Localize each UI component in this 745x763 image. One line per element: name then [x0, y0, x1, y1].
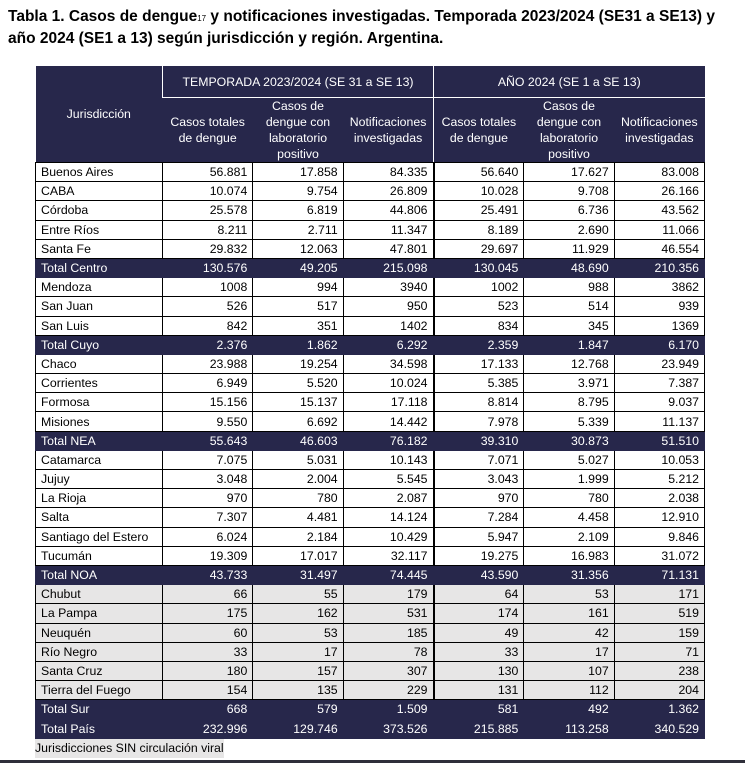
cell-value: 26.809	[343, 182, 433, 201]
cell-value: 5.947	[434, 527, 524, 546]
cell-value: 32.117	[343, 546, 433, 565]
cell-jurisdiction: Córdoba	[36, 201, 163, 220]
cell-value: 11.929	[524, 239, 614, 258]
cell-value: 17.118	[343, 393, 433, 412]
cell-value: 14.124	[343, 508, 433, 527]
cell-value: 84.335	[343, 163, 433, 182]
cell-value: 8.189	[434, 220, 524, 239]
header-col: Casos totales de dengue	[163, 98, 253, 163]
cell-value: 12.063	[253, 239, 343, 258]
cell-value: 17	[253, 642, 343, 661]
table-body	[36, 163, 705, 739]
cell-value: 55	[253, 585, 343, 604]
cell-value: 7.284	[434, 508, 524, 527]
cell-jurisdiction: Total Cuyo	[36, 335, 163, 354]
cell-value: 56.881	[163, 163, 253, 182]
cell-value: 157	[253, 661, 343, 680]
cell-value: 2.038	[614, 489, 704, 508]
cell-value: 47.801	[343, 239, 433, 258]
cell-value: 25.578	[163, 201, 253, 220]
cell-value: 14.442	[343, 412, 433, 431]
cell-jurisdiction: Buenos Aires	[36, 163, 163, 182]
cell-value: 17.133	[434, 354, 524, 373]
header-jurisdiction: Jurisdicción	[36, 66, 163, 163]
table-row	[36, 354, 705, 373]
cell-value: 2.376	[163, 335, 253, 354]
cell-value: 2.004	[253, 470, 343, 489]
cell-value: 175	[163, 604, 253, 623]
cell-value: 4.458	[524, 508, 614, 527]
table-row	[36, 278, 705, 297]
cell-value: 53	[524, 585, 614, 604]
cell-value: 6.819	[253, 201, 343, 220]
cell-value: 6.024	[163, 527, 253, 546]
cell-value: 154	[163, 681, 253, 700]
cell-value: 531	[343, 604, 433, 623]
cell-value: 135	[253, 681, 343, 700]
table-row-total	[36, 700, 705, 719]
table-row-total	[36, 565, 705, 584]
cell-value: 10.024	[343, 374, 433, 393]
cell-value: 519	[614, 604, 704, 623]
cell-value: 49.205	[253, 258, 343, 277]
cell-value: 171	[614, 585, 704, 604]
cell-jurisdiction: San Juan	[36, 297, 163, 316]
cell-value: 5.339	[524, 412, 614, 431]
cell-value: 5.545	[343, 470, 433, 489]
cell-value: 71.131	[614, 565, 704, 584]
cell-value: 53	[253, 623, 343, 642]
cell-value: 1.362	[614, 700, 704, 719]
cell-jurisdiction: Neuquén	[36, 623, 163, 642]
cell-value: 514	[524, 297, 614, 316]
table-row	[36, 642, 705, 661]
cell-value: 185	[343, 623, 433, 642]
cell-value: 23.988	[163, 354, 253, 373]
table-row	[36, 201, 705, 220]
cell-value: 29.697	[434, 239, 524, 258]
cell-value: 6.692	[253, 412, 343, 431]
cell-jurisdiction: La Rioja	[36, 489, 163, 508]
cell-value: 5.385	[434, 374, 524, 393]
cell-value: 9.037	[614, 393, 704, 412]
cell-value: 49	[434, 623, 524, 642]
cell-value: 43.733	[163, 565, 253, 584]
cell-value: 780	[524, 489, 614, 508]
cell-value: 204	[614, 681, 704, 700]
table-row	[36, 470, 705, 489]
cell-value: 7.978	[434, 412, 524, 431]
cell-value: 19.309	[163, 546, 253, 565]
header-group-anio: AÑO 2024 (SE 1 a SE 13)	[434, 66, 705, 98]
cell-jurisdiction: Total NEA	[36, 431, 163, 450]
cell-value: 9.550	[163, 412, 253, 431]
cell-value: 48.690	[524, 258, 614, 277]
cell-value: 159	[614, 623, 704, 642]
cell-value: 43.590	[434, 565, 524, 584]
cell-value: 842	[163, 316, 253, 335]
cell-value: 26.166	[614, 182, 704, 201]
cell-value: 15.137	[253, 393, 343, 412]
cell-value: 107	[524, 661, 614, 680]
cell-value: 8.211	[163, 220, 253, 239]
cell-value: 129.746	[253, 719, 343, 738]
cell-value: 6.170	[614, 335, 704, 354]
table-row	[36, 661, 705, 680]
cell-jurisdiction: Chaco	[36, 354, 163, 373]
cell-jurisdiction: CABA	[36, 182, 163, 201]
cell-value: 5.212	[614, 470, 704, 489]
cell-value: 994	[253, 278, 343, 297]
cell-jurisdiction: Entre Ríos	[36, 220, 163, 239]
cell-value: 161	[524, 604, 614, 623]
cell-value: 12.768	[524, 354, 614, 373]
cell-value: 17.017	[253, 546, 343, 565]
table-row	[36, 220, 705, 239]
cell-value: 1002	[434, 278, 524, 297]
cell-value: 10.028	[434, 182, 524, 201]
cell-value: 71	[614, 642, 704, 661]
header-col: Casos de dengue con laboratorio positivo	[253, 98, 343, 163]
cell-value: 215.885	[434, 719, 524, 738]
cell-value: 17.627	[524, 163, 614, 182]
cell-jurisdiction: Total País	[36, 719, 163, 738]
cell-value: 78	[343, 642, 433, 661]
cell-value: 16.983	[524, 546, 614, 565]
cell-value: 66	[163, 585, 253, 604]
cell-value: 17	[524, 642, 614, 661]
cell-jurisdiction: Total Sur	[36, 700, 163, 719]
table-row	[36, 546, 705, 565]
cell-value: 950	[343, 297, 433, 316]
cell-value: 517	[253, 297, 343, 316]
header-col: Casos de dengue con laboratorio positivo	[524, 98, 614, 163]
cell-value: 56.640	[434, 163, 524, 182]
cell-value: 1008	[163, 278, 253, 297]
cell-jurisdiction: Chubut	[36, 585, 163, 604]
cell-value: 17.858	[253, 163, 343, 182]
table-row	[36, 681, 705, 700]
cell-value: 2.690	[524, 220, 614, 239]
table-row-total	[36, 431, 705, 450]
cell-value: 180	[163, 661, 253, 680]
cell-value: 29.832	[163, 239, 253, 258]
table-row-total	[36, 258, 705, 277]
cell-value: 373.526	[343, 719, 433, 738]
cell-value: 8.795	[524, 393, 614, 412]
cell-value: 83.008	[614, 163, 704, 182]
table-row-total	[36, 719, 705, 738]
cell-value: 229	[343, 681, 433, 700]
cell-value: 112	[524, 681, 614, 700]
cell-value: 43.562	[614, 201, 704, 220]
table-row	[36, 508, 705, 527]
cell-value: 3.043	[434, 470, 524, 489]
cell-value: 12.910	[614, 508, 704, 527]
cell-value: 6.949	[163, 374, 253, 393]
cell-value: 44.806	[343, 201, 433, 220]
cell-value: 11.137	[614, 412, 704, 431]
cell-jurisdiction: Formosa	[36, 393, 163, 412]
cell-value: 60	[163, 623, 253, 642]
cell-value: 3862	[614, 278, 704, 297]
cell-value: 74.445	[343, 565, 433, 584]
table-row	[36, 489, 705, 508]
cell-jurisdiction: Jujuy	[36, 470, 163, 489]
cell-jurisdiction: Tucumán	[36, 546, 163, 565]
table-row	[36, 393, 705, 412]
cell-value: 51.510	[614, 431, 704, 450]
cell-value: 33	[434, 642, 524, 661]
table-row	[36, 623, 705, 642]
cell-value: 130.045	[434, 258, 524, 277]
cell-jurisdiction: Corrientes	[36, 374, 163, 393]
table-row	[36, 604, 705, 623]
cell-value: 6.292	[343, 335, 433, 354]
cell-value: 31.072	[614, 546, 704, 565]
cell-value: 46.554	[614, 239, 704, 258]
cell-value: 179	[343, 585, 433, 604]
cell-value: 10.143	[343, 450, 433, 469]
cell-value: 6.736	[524, 201, 614, 220]
cell-value: 3.048	[163, 470, 253, 489]
cell-value: 10.074	[163, 182, 253, 201]
cell-value: 2.711	[253, 220, 343, 239]
cell-value: 9.708	[524, 182, 614, 201]
cell-value: 39.310	[434, 431, 524, 450]
cell-value: 340.529	[614, 719, 704, 738]
table-row	[36, 527, 705, 546]
cell-value: 7.307	[163, 508, 253, 527]
cell-value: 31.497	[253, 565, 343, 584]
cell-value: 5.027	[524, 450, 614, 469]
cell-value: 130	[434, 661, 524, 680]
cell-jurisdiction: Santa Cruz	[36, 661, 163, 680]
cell-value: 42	[524, 623, 614, 642]
header-col: Notificaciones investigadas	[614, 98, 704, 163]
cell-value: 780	[253, 489, 343, 508]
cell-value: 3940	[343, 278, 433, 297]
cell-value: 25.491	[434, 201, 524, 220]
cell-value: 2.359	[434, 335, 524, 354]
cell-value: 523	[434, 297, 524, 316]
cell-value: 11.347	[343, 220, 433, 239]
footnote-ref: 17	[197, 14, 207, 23]
title-text-cont: y notificaciones investigadas. Temporada 2023/2024 (SE31 a SE13) y año 2024 (SE1 a 13) según jurisdicción y región. Argentina.	[8, 8, 715, 47]
cell-jurisdiction: Río Negro	[36, 642, 163, 661]
table-row	[36, 182, 705, 201]
cell-value: 162	[253, 604, 343, 623]
table-row	[36, 297, 705, 316]
cell-jurisdiction: La Pampa	[36, 604, 163, 623]
cell-value: 526	[163, 297, 253, 316]
cell-value: 210.356	[614, 258, 704, 277]
cell-value: 31.356	[524, 565, 614, 584]
cell-jurisdiction: Mendoza	[36, 278, 163, 297]
cell-jurisdiction: Total Centro	[36, 258, 163, 277]
cell-value: 1.999	[524, 470, 614, 489]
cell-value: 492	[524, 700, 614, 719]
cell-value: 579	[253, 700, 343, 719]
cell-value: 351	[253, 316, 343, 335]
title-text: Tabla 1. Casos de dengue	[8, 8, 198, 25]
cell-value: 34.598	[343, 354, 433, 373]
cell-jurisdiction: Catamarca	[36, 450, 163, 469]
footer-legend: Jurisdicciones SIN circulación viral	[35, 739, 224, 758]
cell-value: 1402	[343, 316, 433, 335]
cell-value: 113.258	[524, 719, 614, 738]
cell-value: 834	[434, 316, 524, 335]
cell-value: 15.156	[163, 393, 253, 412]
cell-value: 174	[434, 604, 524, 623]
cell-value: 9.846	[614, 527, 704, 546]
cell-value: 345	[524, 316, 614, 335]
cell-value: 76.182	[343, 431, 433, 450]
cell-value: 8.814	[434, 393, 524, 412]
cell-value: 5.031	[253, 450, 343, 469]
table-row	[36, 316, 705, 335]
cell-value: 19.254	[253, 354, 343, 373]
cell-jurisdiction: Santiago del Estero	[36, 527, 163, 546]
cell-value: 19.275	[434, 546, 524, 565]
table-row	[36, 450, 705, 469]
cell-value: 1369	[614, 316, 704, 335]
cell-value: 581	[434, 700, 524, 719]
cell-value: 939	[614, 297, 704, 316]
cell-jurisdiction: San Luis	[36, 316, 163, 335]
cell-jurisdiction: Total NOA	[36, 565, 163, 584]
cell-value: 55.643	[163, 431, 253, 450]
cell-value: 1.862	[253, 335, 343, 354]
cell-value: 215.098	[343, 258, 433, 277]
cell-value: 10.053	[614, 450, 704, 469]
cell-value: 46.603	[253, 431, 343, 450]
cell-value: 9.754	[253, 182, 343, 201]
table-row	[36, 374, 705, 393]
table-row	[36, 239, 705, 258]
cell-value: 2.109	[524, 527, 614, 546]
cell-value: 1.509	[343, 700, 433, 719]
cell-value: 4.481	[253, 508, 343, 527]
cell-value: 668	[163, 700, 253, 719]
cell-value: 307	[343, 661, 433, 680]
cell-value: 11.066	[614, 220, 704, 239]
cell-jurisdiction: Salta	[36, 508, 163, 527]
cell-value: 970	[434, 489, 524, 508]
cell-value: 7.071	[434, 450, 524, 469]
cell-jurisdiction: Tierra del Fuego	[36, 681, 163, 700]
cell-value: 7.387	[614, 374, 704, 393]
cell-value: 3.971	[524, 374, 614, 393]
table-row	[36, 412, 705, 431]
cell-value: 64	[434, 585, 524, 604]
cell-value: 2.087	[343, 489, 433, 508]
cell-value: 131	[434, 681, 524, 700]
cell-value: 130.576	[163, 258, 253, 277]
header-col: Notificaciones investigadas	[343, 98, 433, 163]
table-row	[36, 585, 705, 604]
table-title	[8, 6, 738, 50]
header-group-temporada: TEMPORADA 2023/2024 (SE 31 a SE 13)	[163, 66, 434, 98]
cell-value: 238	[614, 661, 704, 680]
cell-value: 232.996	[163, 719, 253, 738]
cell-value: 988	[524, 278, 614, 297]
cell-jurisdiction: Misiones	[36, 412, 163, 431]
cell-value: 970	[163, 489, 253, 508]
table-row-total	[36, 335, 705, 354]
cell-value: 33	[163, 642, 253, 661]
cell-value: 23.949	[614, 354, 704, 373]
header-col: Casos totales de dengue	[434, 98, 524, 163]
cell-value: 10.429	[343, 527, 433, 546]
dengue-table	[35, 66, 705, 739]
cell-jurisdiction: Santa Fe	[36, 239, 163, 258]
table-row	[36, 163, 705, 182]
cell-value: 1.847	[524, 335, 614, 354]
cell-value: 2.184	[253, 527, 343, 546]
cell-value: 30.873	[524, 431, 614, 450]
cell-value: 5.520	[253, 374, 343, 393]
cell-value: 7.075	[163, 450, 253, 469]
